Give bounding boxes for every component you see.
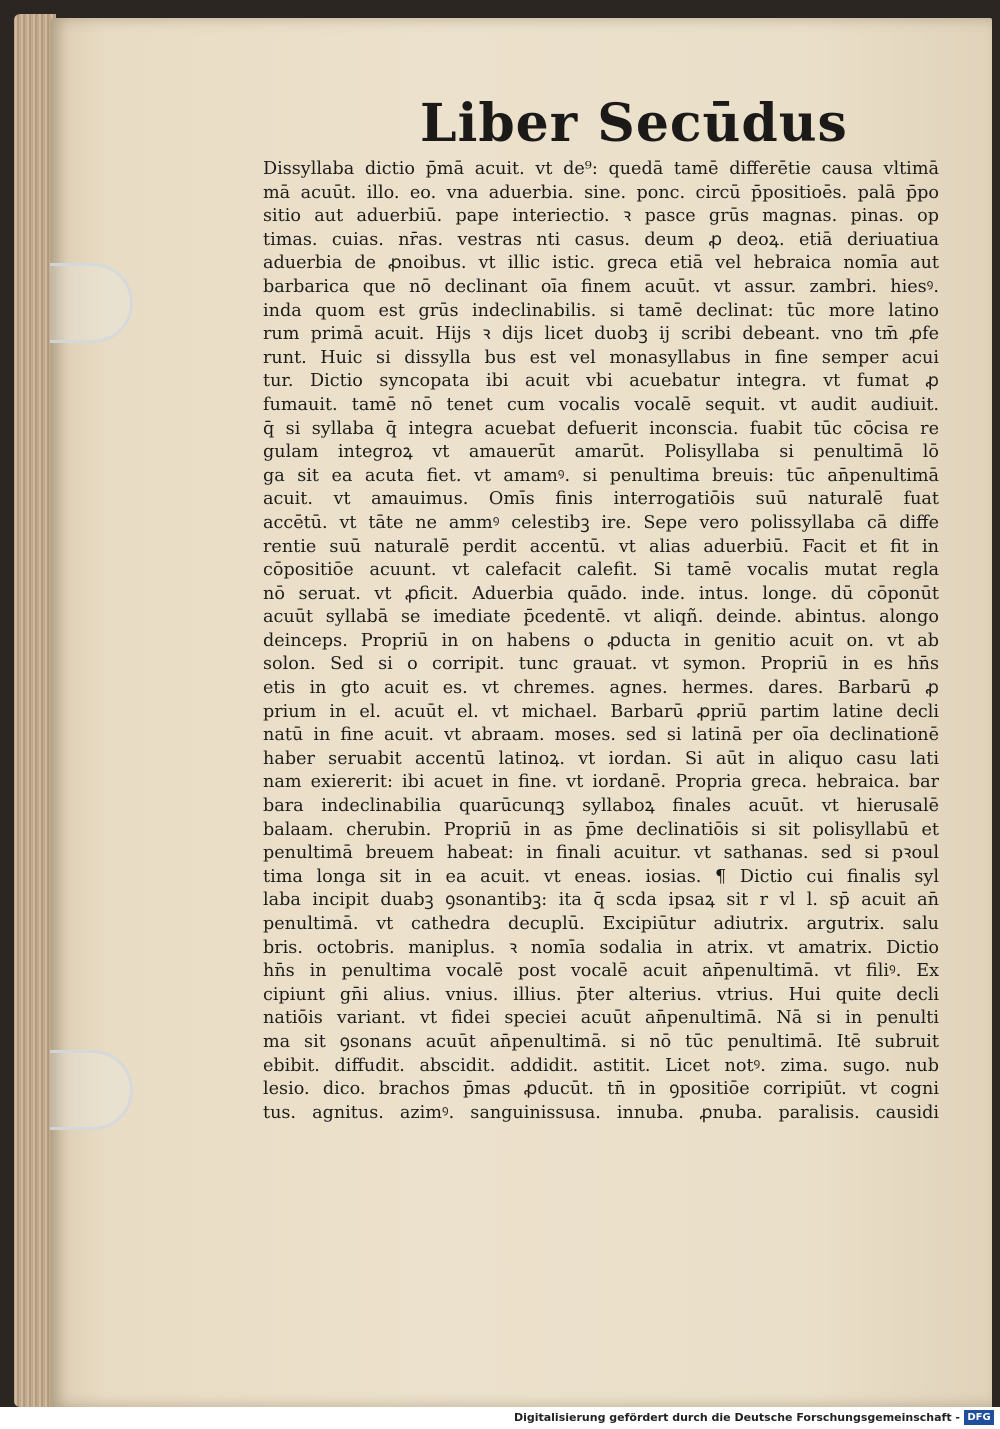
text-line: haber seruabit accentū latinoꝝ. vt iordan. Si aūt in aliquo casu lati (263, 748, 939, 769)
text-line: runt. Huic si dissylla bus est vel monasyllabus in fine semper acui (263, 347, 939, 368)
text-line: rentie suū naturalē perdit accentū. vt alias aduerbiū. Facit et fit in (263, 536, 939, 557)
text-line: penultimā. vt cathedra decuplū. Excipiūtur adiutrix. argutrix. salu (263, 914, 939, 934)
text-line: acuit. vt amauimus. Omīs finis interrogatiōis suū naturalē fuat (263, 489, 939, 510)
text-line: inda quom est grūs indeclinabilis. si tamē declinat: tūc more latino (263, 300, 939, 321)
text-line: nō seruat. vt ꝓficit. Aduerbia quādo. inde. intus. longe. dū cōponūt (263, 583, 939, 604)
page-clip-bottom (50, 1050, 133, 1130)
text-line: nam exiererit: ibi acuet in fine. vt iordanē. Propria greca. hebraica. bar (263, 772, 939, 793)
text-line: bara indeclinabilia quarūcunqꝫ syllaboꝝ finales acuūt. vt hierusalē (263, 796, 939, 817)
text-line: tus. agnitus. azimꝰ. sanguinissusa. innuba. ꝓnuba. paralisis. causidi (263, 1102, 939, 1123)
text-line: tur. Dictio syncopata ibi acuit vbi acuebatur integra. vt fumat ꝓ (263, 371, 939, 392)
text-line: fumauit. tamē nō tenet cum vocalis vocalē sequit. vt audit audiuit. (263, 394, 939, 415)
text-line: natiōis variant. vt fidei speciei acuūt an̄penultimā. Nā si in penulti (263, 1008, 939, 1029)
text-line: laba incipit duabꝫ ꝯsonantibꝫ: ita q̄ scd̄a ipsaꝝ sit r vl l. sp̄ acuit an̄ (263, 890, 939, 911)
text-line: etis in gt̄o acuit es. vt chremes. agnes. hermes. dares. Barbarū ꝓ (263, 678, 939, 699)
text-line: timas. cuias. nr̄as. vestras nti casus. deum ꝓ deoꝝ. etiā deriuatiua (263, 229, 939, 250)
text-line: solon. Sed si o corripit. tunc grauat. vt symon. Propriū in es hn̄s (263, 654, 939, 675)
text-line: Dissyllaba dictio p̄mā acuit. vt de⁹: quedā tamē differētie causa vltimā (263, 159, 939, 179)
text-line: tima longa sit in ea acuit. vt eneas. iosias. ¶ Dictio cui finalis syl (263, 866, 939, 887)
text-line: barbarica que nō declinant oīa finem acuūt. vt assur. zambri. hiesꝰ. (263, 276, 939, 297)
text-line: bris. octobris. maniplus. ꝛ nomīa sodalia in atrix. vt amatrix. Dictio (263, 937, 939, 958)
page-clip-top (50, 263, 133, 343)
text-line: cipiunt gn̄i alius. vnius. illius. p̄ter alterius. vtrius. Hui quite decli (263, 984, 939, 1005)
text-line: sitio aut aduerbiū. pape interiectio. ꝛ pasce grūs magnas. pinas. op (263, 206, 939, 227)
text-line: deinceps. Propriū in on habens o ꝓducta in genitio acuit on. vt ab (263, 630, 939, 651)
text-line: lesio. dico. brachos p̄mas ꝓducūt. tn̄ in ꝯpositiōe corripiūt. vt cogni (263, 1079, 939, 1100)
page-heading: Liber Secūdus (420, 93, 848, 154)
text-line: natū in fine acuit. vt abraam. moses. sed si latinā per oīa declinationē (263, 725, 939, 746)
text-line: acuūt syllabā se imediate p̄cedentē. vt aliqñ. deinde. abintus. alongo (263, 607, 939, 628)
text-line: ebibit. diffudit. abscidit. addidit. astitit. Licet notꝰ. zima. sugo. nub (263, 1055, 939, 1076)
text-line: penultimā breuem habeat: in finali acuitur. vt sathanas. sed si pꝛoul (263, 843, 939, 864)
text-line: prium in el. acuūt el. vt michael. Barbarū ꝓpriū partim latine decli (263, 701, 939, 722)
text-line: mā acuūt. illo. eo. vna aduerbia. sine. ponc. circū p̄positioēs. palā p̄po (263, 182, 939, 203)
credit-text: Digitalisierung gefördert durch die Deutsche Forschungsgemeinschaft - (513, 1411, 960, 1424)
text-line: aduerbia de ꝓnoibus. vt illic istic. greca etiā vel hebraica nomīa aut (263, 253, 939, 274)
text-line: balaam. cherubin. Propriū in as p̄me declinatiōis si sit polisyllabū et (263, 819, 939, 840)
text-line: accētū. vt tāte ne ammꝰ celestibꝫ ire. Sepe vero polissyllaba cā diffe (263, 512, 939, 533)
text-line: q̄ si syllaba q̄ integra acuebat defuerit inconscia. fuabit tūc cōcisa re (263, 418, 939, 439)
text-line: gulam integroꝝ vt amauerūt amarūt. Polisyllaba si penultimā lō (263, 442, 939, 463)
text-line: ga sit ea acuta fiet. vt amamꝰ. si penultima breuis: tūc an̄penultimā (263, 465, 939, 486)
text-line: hn̄s in penultima vocalē post vocalē acuit an̄penultimā. vt filiꝰ. Ex (263, 961, 939, 982)
text-line: rum primā acuit. Hijs ꝛ dijs licet duobꝫ ij scribi debeant. vno tm̄ ꝓfe (263, 324, 939, 345)
digitization-credit-bar (0, 1407, 1000, 1429)
dfg-logo: DFG (964, 1410, 994, 1425)
text-block (263, 158, 939, 1125)
text-line: ma sit ꝯsonans acuūt an̄penultimā. si nō tūc penultimā. Itē subruit (263, 1031, 939, 1052)
text-line: cōpositiōe acuunt. vt calefacit calefit. Si tamē vocalis mutat regla (263, 560, 939, 581)
